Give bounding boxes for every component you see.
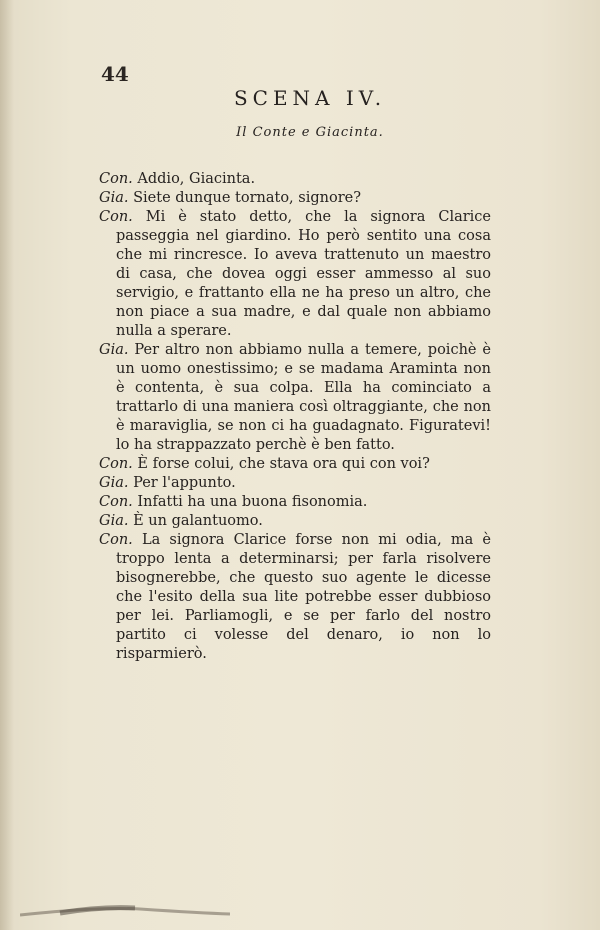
dialogue-text: È forse colui, che stava ora qui con voi? [137, 456, 430, 472]
dialogue-block [99, 170, 491, 664]
speaker-label: Gia. [99, 475, 129, 491]
speaker-label: Con. [99, 494, 133, 510]
dialogue-text: È un galantuomo. [133, 513, 263, 529]
speaker-label: Gia. [99, 513, 129, 529]
speaker-label: Con. [99, 532, 133, 548]
speaker-label: Con. [99, 456, 133, 472]
dialogue-text: Siete dunque tornato, signore? [133, 190, 361, 206]
dialogue-line [99, 474, 491, 493]
speaker-label: Gia. [99, 342, 129, 358]
dialogue-line [99, 170, 491, 189]
dialogue-line [99, 341, 491, 455]
scene-heading: SCENA IV. [233, 86, 387, 110]
dialogue-line [99, 531, 491, 664]
characters-line: Il Conte e Giacinta. [236, 125, 384, 140]
speaker-label: Con. [99, 171, 133, 187]
dialogue-line [99, 493, 491, 512]
dialogue-text: Infatti ha una buona fisonomia. [137, 494, 368, 510]
dialogue-line [99, 512, 491, 531]
dialogue-text: Addio, Giacinta. [137, 171, 256, 187]
dialogue-line [99, 189, 491, 208]
speaker-label: Gia. [99, 190, 129, 206]
speaker-label: Con. [99, 209, 133, 225]
dialogue-text: Mi è stato detto, che la signora Clarice passeggia nel giardino. Ho però sentito una cosa che mi rincresce. Io aveva trattenuto un maestro di casa, che dovea oggi esser ammesso al suo servigio, e frattanto ella ne ha preso un altro, che non piace a sua madre, e dal quale non abbiamo nulla a sperare. [116, 209, 491, 339]
ink-smudge [20, 893, 230, 923]
dialogue-text: La signora Clarice forse non mi odia, ma è troppo lenta a determinarsi; per farla risolvere bisognerebbe, che questo suo agente le dicesse che l'esito della sua lite potrebbe esser dubbioso per lei. Parliamogli, e se per farlo del nostro partito ci volesse del denaro, io non lo risparmierò. [116, 532, 492, 662]
dialogue-text: Per altro non abbiamo nulla a temere, poichè è un uomo onestissimo; e se madama Araminta non è contenta, è sua colpa. Ella ha cominciato a trattarlo di una maniera così oltraggiante, che non è maraviglia, se non ci ha guadagnato. Figuratevi! lo ha strappazzato perchè è ben fatto. [116, 342, 492, 453]
dialogue-text: Per l'appunto. [133, 475, 236, 491]
dialogue-line [99, 455, 491, 474]
page-number: 44 [101, 62, 129, 86]
dialogue-line [99, 208, 491, 341]
